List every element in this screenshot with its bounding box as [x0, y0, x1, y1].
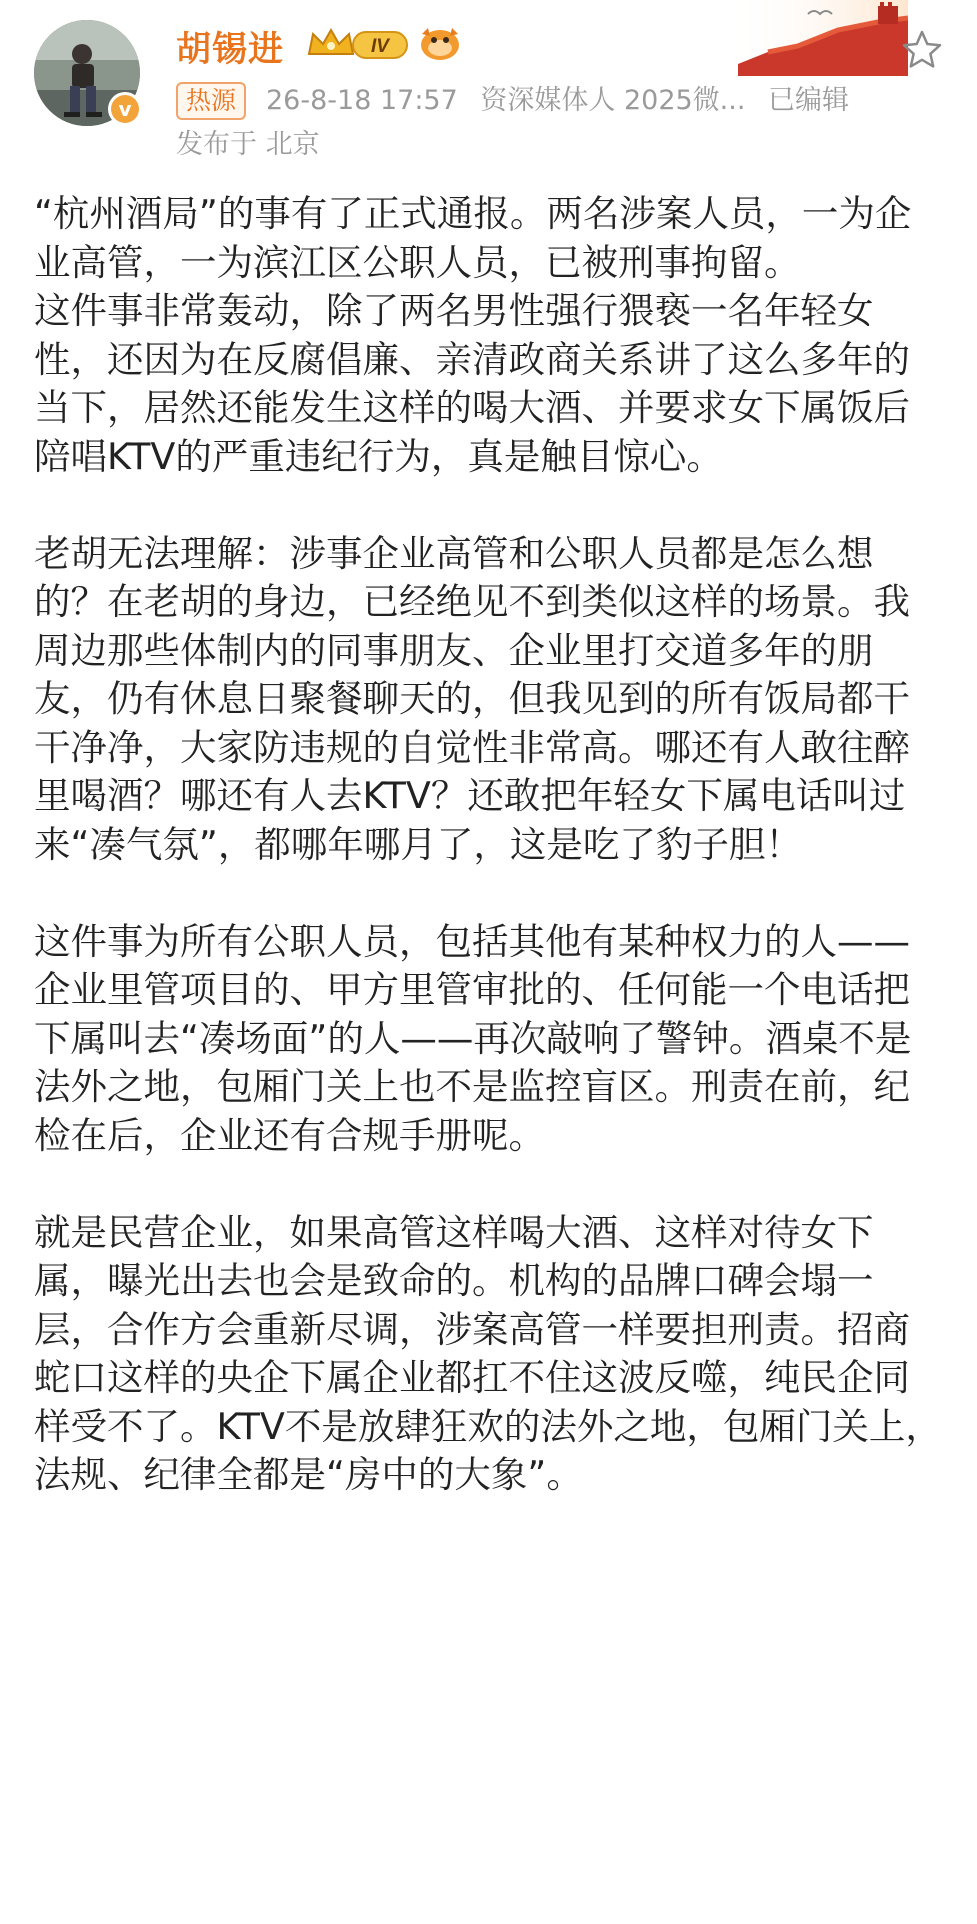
fish-icon: [418, 24, 462, 64]
post-paragraph: “杭州酒局”的事有了正式通报。两名涉案人员，一为企业高管，一为滨江区公职人员，已被刑事拘留。: [34, 192, 912, 284]
post-timestamp: 26-8-18 17:57: [266, 85, 458, 116]
post-source[interactable]: 资深媒体人 2025微...: [480, 85, 746, 116]
post-meta: [266, 82, 863, 120]
star-icon[interactable]: [900, 28, 944, 72]
post-paragraph: 老胡无法理解：涉事企业高管和公职人员都是怎么想的？在老胡的身边，已经绝见不到类似这样的场景。我周边那些体制内的同事朋友、企业里打交道多年的朋友，仍有休息日聚餐聊天的，但我见到的所有饭局都干干净净，大家防违规的自觉性非常高。哪还有人敢往醉里喝酒？哪还有人去KTV？还敢把年轻女下属电话叫过来“凑气氛”，都哪年哪月了，这是吃了豹子胆！: [34, 531, 910, 866]
paragraph-spacer: [34, 481, 946, 530]
post-header: [0, 0, 977, 170]
hot-source-tag[interactable]: 热源: [176, 82, 246, 120]
paragraph-spacer: [34, 869, 946, 918]
post-location: 发布于 北京: [176, 129, 320, 160]
crown-level-icon[interactable]: [305, 24, 411, 64]
edited-label[interactable]: 已编辑: [768, 85, 850, 116]
level-badge-text: IV: [371, 36, 389, 57]
username[interactable]: 胡锡进: [176, 30, 285, 70]
paragraph-spacer: [34, 1160, 946, 1209]
verified-badge: v: [108, 92, 142, 126]
post-paragraph: 这件事非常轰动，除了两名男性强行猥亵一名年轻女性，还因为在反腐倡廉、亲清政商关系讲了这么多年的当下，居然还能发生这样的喝大酒、并要求女下属饭后陪唱KTV的严重违纪行为，真是触目惊心。: [34, 289, 910, 478]
post-paragraph: 这件事为所有公职人员，包括其他有某种权力的人——企业里管项目的、甲方里管审批的、任何能一个电话把下属叫去“凑场面”的人——再次敲响了警钟。酒桌不是法外之地，包厢门关上也不是监控盲区。刑责在前，纪检在后，企业还有合规手册呢。: [34, 919, 912, 1157]
post-paragraph: 就是民营企业，如果高管这样喝大酒、这样对待女下属，曝光出去也会是致命的。机构的品牌口碑会塌一层，合作方会重新尽调，涉案高管一样要担刑责。招商蛇口这样的央企下属企业都扛不住这波反噬，纯民企同样受不了。KTV不是放肆狂欢的法外之地，包厢门关上，法规、纪律全都是“房中的大象”。: [34, 1210, 942, 1496]
post-body: [34, 190, 946, 1500]
great-wall-banner: [728, 0, 908, 76]
